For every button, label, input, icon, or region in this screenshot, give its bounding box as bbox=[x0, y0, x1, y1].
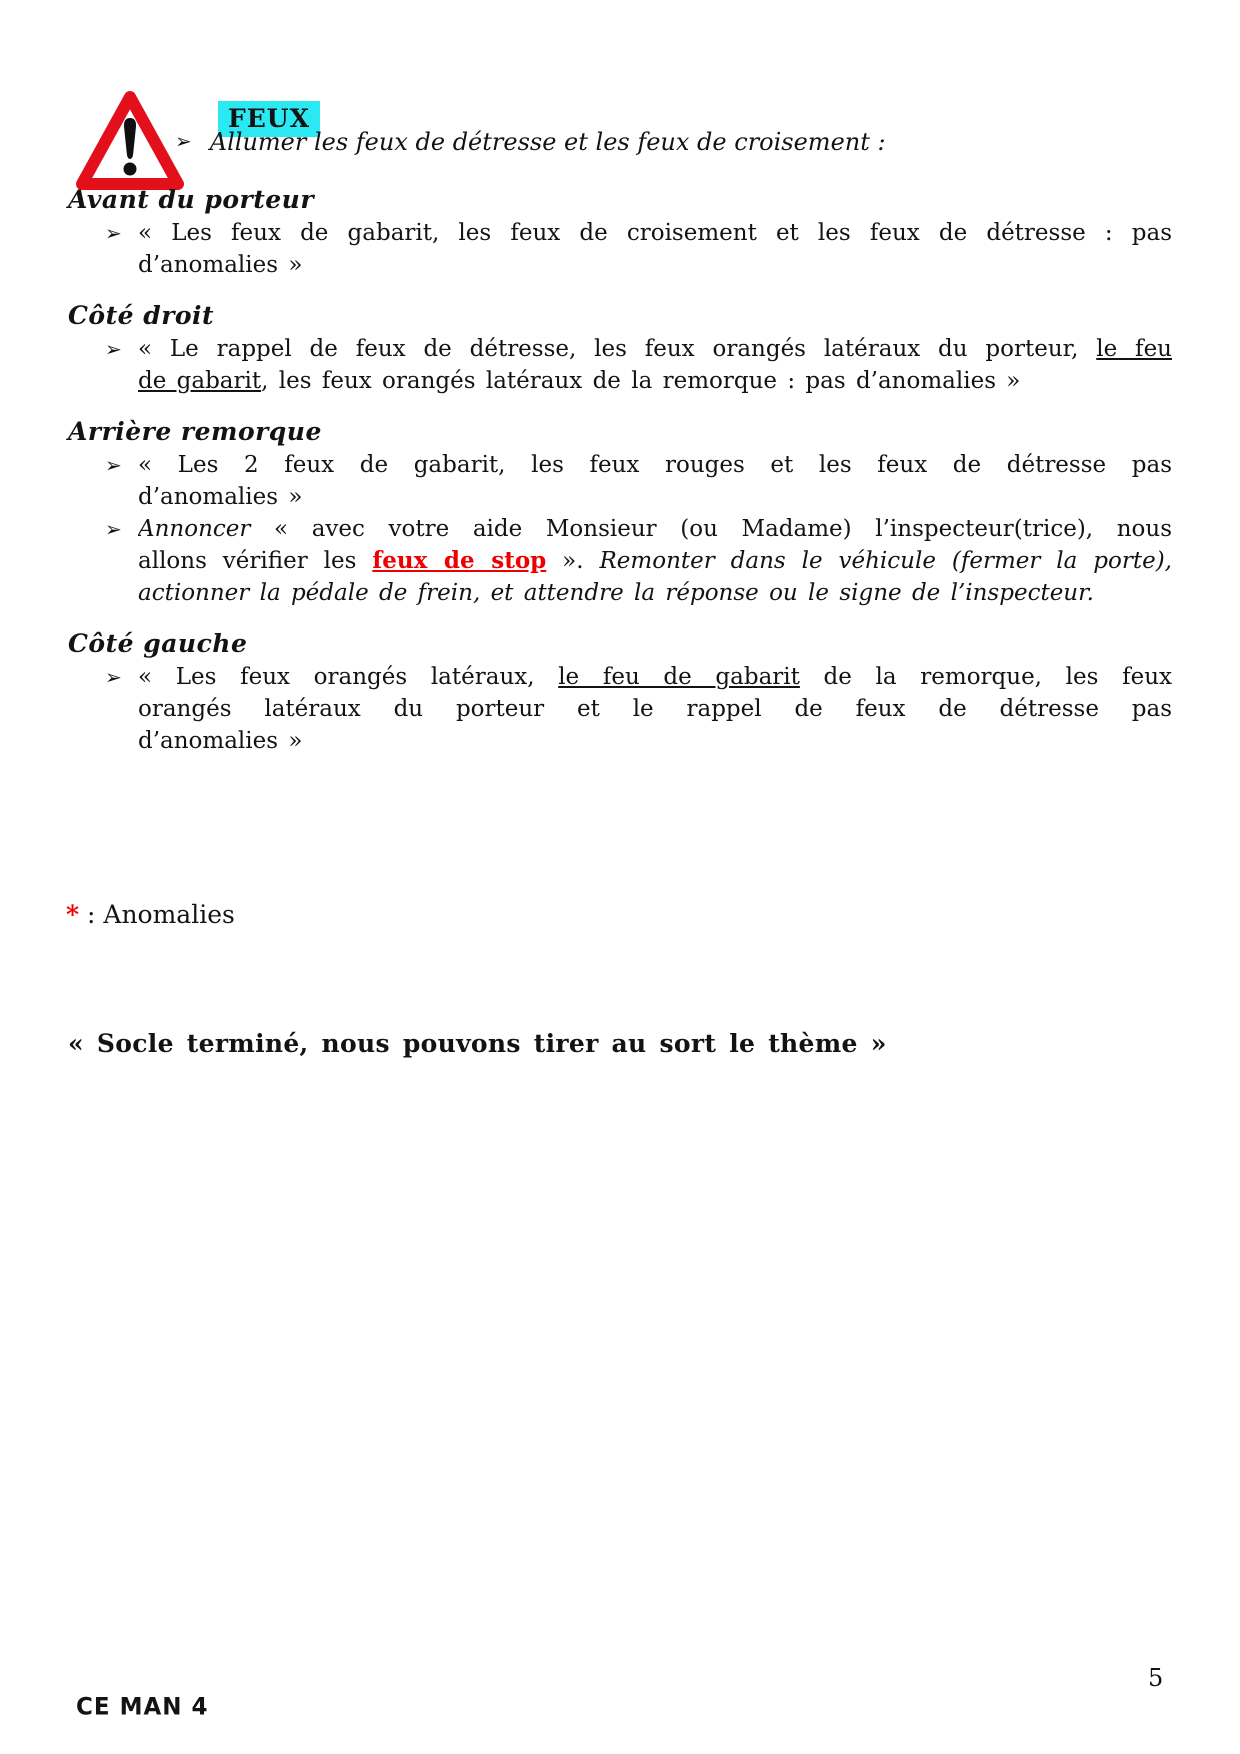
section-heading-arriere-remorque: Arrière remorque bbox=[68, 417, 322, 446]
intro-text: Allumer les feux de détresse et les feux de croisement : bbox=[209, 128, 886, 156]
bullet-line: « Les feux orangés latéraux, le feu de gabarit de la remorque, les feux bbox=[138, 664, 1172, 690]
bullet-arrow-icon: ➢ bbox=[105, 221, 122, 245]
bullet-item bbox=[68, 513, 1172, 609]
bullet-item bbox=[68, 449, 1172, 513]
footnote-asterisk: * bbox=[66, 900, 80, 929]
bullet-text bbox=[138, 449, 1172, 513]
bullet-line: allons vérifier les feux de stop ». Remonter dans le véhicule (fermer la porte), bbox=[138, 547, 1172, 574]
bullet-line: « Les feux de gabarit, les feux de croisement et les feux de détresse : pas bbox=[138, 220, 1172, 246]
page-number: 5 bbox=[1148, 1664, 1164, 1692]
bullet-text bbox=[138, 661, 1172, 757]
bullet-text bbox=[138, 513, 1172, 609]
bullet-line: « Les 2 feux de gabarit, les feux rouges et les feux de détresse pas bbox=[138, 452, 1172, 478]
bullet-line: de gabarit, les feux orangés latéraux de la remorque : pas d’anomalies » bbox=[138, 368, 1021, 394]
bullet-item bbox=[68, 333, 1172, 397]
bullet-arrow-icon: ➢ bbox=[105, 665, 122, 689]
closing-quote: « Socle terminé, nous pouvons tirer au sort le thème » bbox=[68, 1029, 887, 1058]
bullet-arrow-icon: ➢ bbox=[105, 517, 122, 541]
bullet-line: actionner la pédale de frein, et attendre la réponse ou le signe de l’inspecteur. bbox=[138, 580, 1094, 606]
bullet-line: d’anomalies » bbox=[138, 728, 303, 754]
footnote-text: : Anomalies bbox=[79, 900, 235, 929]
footnote bbox=[66, 900, 235, 930]
page-title: FEUX bbox=[218, 101, 320, 137]
bullet-line: d’anomalies » bbox=[138, 252, 303, 278]
exclamation-dot bbox=[124, 163, 137, 176]
content-column bbox=[68, 185, 1172, 757]
section-heading-cote-droit: Côté droit bbox=[68, 301, 215, 330]
bullet-item bbox=[68, 661, 1172, 757]
bullet-item bbox=[68, 217, 1172, 281]
bullet-line: d’anomalies » bbox=[138, 484, 303, 510]
intro-bullet bbox=[175, 125, 886, 159]
bullet-arrow-icon: ➢ bbox=[105, 453, 122, 477]
bullet-arrow-icon: ➢ bbox=[175, 129, 192, 153]
section-heading-avant-du-porteur: Avant du porteur bbox=[68, 185, 315, 214]
bullet-line: orangés latéraux du porteur et le rappel de feux de détresse pas bbox=[138, 696, 1172, 722]
bullet-line: « Le rappel de feux de détresse, les feux orangés latéraux du porteur, le feu bbox=[138, 336, 1172, 362]
bullet-text bbox=[138, 217, 1172, 281]
bullet-line: Annoncer « avec votre aide Monsieur (ou Madame) l’inspecteur(trice), nous bbox=[138, 516, 1172, 542]
section-heading-cote-gauche: Côté gauche bbox=[68, 629, 248, 658]
warning-triangle-icon bbox=[74, 88, 186, 192]
bullet-arrow-icon: ➢ bbox=[105, 337, 122, 361]
footer-document-code: CE MAN 4 bbox=[76, 1693, 209, 1721]
bullet-text bbox=[138, 333, 1172, 397]
